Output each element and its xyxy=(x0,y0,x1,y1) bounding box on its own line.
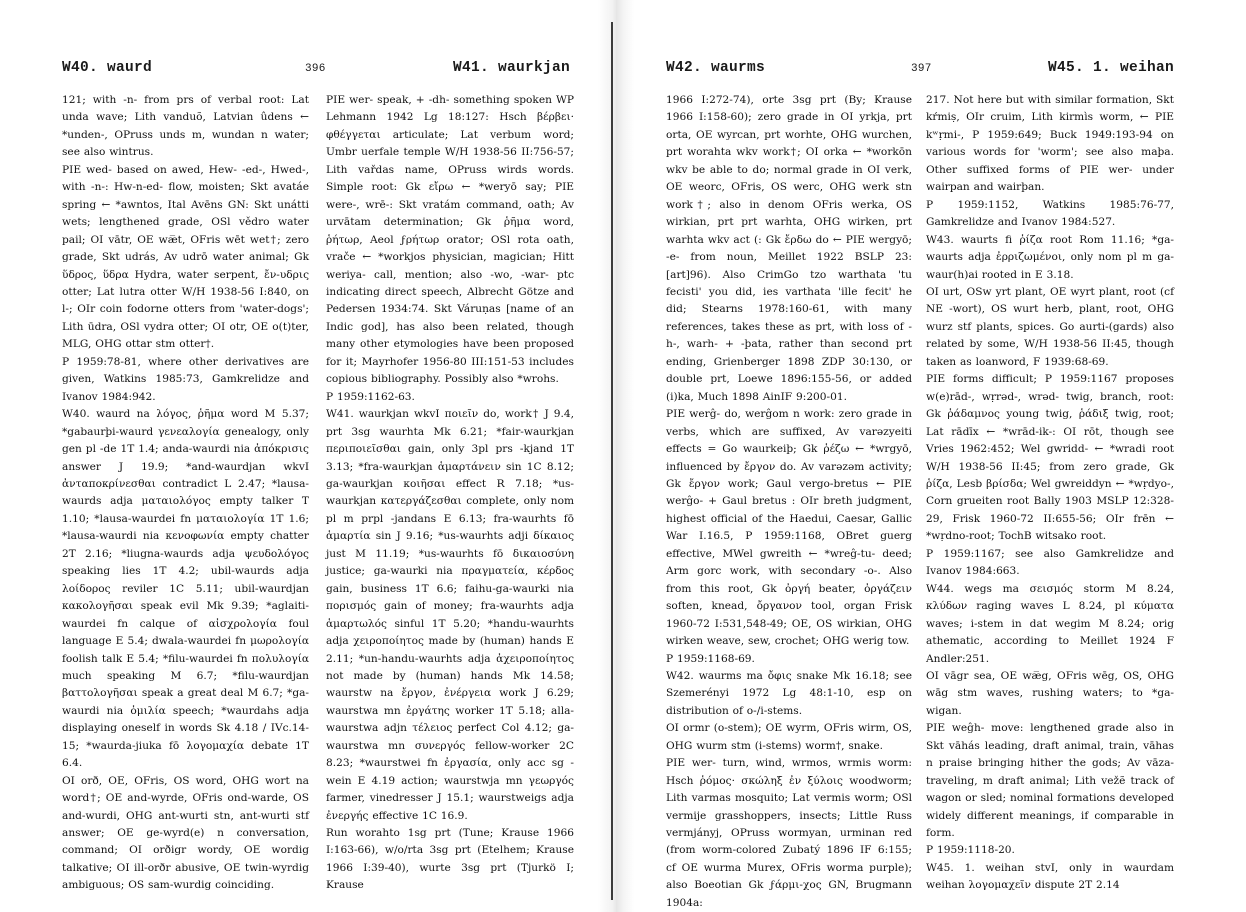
running-head-right: W41. waurkjan xyxy=(452,60,570,76)
text-column-2: PIE wer- speak, + -dh- something spoken WP Lehmann 1942 Lg 18:127: Hsch βέρβει· φθέγγεται articulate; Lat verbum word; Umbr uerfale temple W/H 1938-56 II:756-57; Lith vařdas name, OPruss wirds words. Simple root: Gk εἴρω ← *weryō say; PIE were-, wrē-: Skt vratám command, oath; Av urvātam determination; Gk ῥῆμα word, ῥήτωρ, Aeol ϝρήτωρ orator; OSl rota oath, vrače ← *workjos physician, magician; Hitt weriya- call, mention; also -wo, -war- ptc indicating direct speech, Albrecht Götze and Pedersen 1934:74. Skt Váruṇas [name of an Indic god], has also been related, though many other etymologies have been proposed for it; Mayrhofer 1956-80 III:151-53 includes copious bibliography. Possibly also *wrohs. P 1959:1162-63. W41. waurkjan wkvI ποιεῖν do, work† J 9.4, prt 3sg waurhta Mk 6.21; *fair-waurkjan περιποιεῖσθαι gain, only 3pl prs -kjand 1T 3.13; *fra-waurkjan ἁμαρτάνειν sin 1C 8.12; ga-waurkjan κοιῆσαι effect R 7.18; *us-waurkjan κατεργάζεσθαι complete, only nom pl m prpl -jandans E 6.13; fra-waurhts fō ἁμαρτία sin J 9.16; *us-waurhts adji δίκαιος just M 11.19; *us-waurhts fō δικαιοσύνη justice; ga-waurki nia πραγματεία, κέρδος gain, business 1T 6.6; faihu-ga-waurki nia πορισμός gain of money; fra-waurhts adja ἁμαρτωλός sinful 1T 5.20; *handu-waurhts adja χειροποίητος made by (human) hands E 2.11; *un-handu-waurhts adja ἀχειροποίητος not made by (human) hands Mk 14.58; waurstw na ἔργον, ἐνέργεια work J 6.29; waurstwa mn ἐργάτης worker 1T 5.18; alla-waurstwa adjn τέλειος perfect Col 4.12; ga-waurstwa mn συνεργός fellow-worker 2C 8.23; *waurstwei fn ἐργασία, only acc sg -wein E 4.19 action; waurstwja mn γεωργός farmer, vinedresser J 15.1; waurstweigs adja ἐνεργής effective 1C 16.9. Run worahto 1sg prt (Tune; Krause 1966 I:163-66), w/o/rta 3sg prt (Etelhem; Krause 1966 I:39-40), wurte 3sg prt (Tjurkö I; Krause xyxy=(326,94,574,892)
running-head-right: W45. 1. weihan xyxy=(1047,60,1174,76)
text-column-2: 217. Not here but with similar formation, Skt kŕmiṣ, OIr cruim, Lith kirmìs worm, ← PIE kʷṛmi-, P 1959:649; Buck 1949:193-94 on various words for 'worm'; see also maþa. Other suffixed forms of PIE wer- under wairpan and wairþan. P 1959:1152, Watkins 1985:76-77, Gamkrelidze and Ivanov 1984:527. W43. waurts fi ῥίζα root Rom 11.16; *ga-waurts adja ἐρριζωμένοι, only nom pl m ga-waur(h)ai rooted in E 3.18. OI urt, OSw yrt plant, OE wyrt plant, root (cf NE -wort), OS wurt herb, plant, root, OHG wurz stf plants, spices. Go aurti-(gards) also related by some, W/H 1938-56 II:45, though taken as loanword, F 1939:68-69. PIE forms difficult; P 1959:1167 proposes w(e)rād-, wṛrəd-, wrəd- twig, branch, root: Gk ῥάδαμνος young twig, ῥάδιξ twig, root; Lat rādīx ← *wrād-ik-: OI rōt, though see Vries 1962:452; Wel gwridd- ← *wradi root W/H 1938-56 II:45; from zero grade, Gk ῥίζα, Lesb βρίσδα; Wel gwreiddyn ← *wṛdyo-, Corn grueiten root Bally 1903 MSLP 12:328-29, Frisk 1960-72 II:655-56; OIr frēn ← *wṛdno-root; TochB witsako root. P 1959:1167; see also Gamkrelidze and Ivanov 1984:663. W44. wegs ma σεισμός storm M 8.24, κλύδων raging waves L 8.24, pl κύματα waves; i-stem in dat wegim M 8.24; orig athematic, according to Meillet 1924 F Andler:251. OI vāgr sea, OE wæ̅g, OFris wēg, OS, OHG wāg stm waves, rushing waters; to *ga-wigan. PIE weĝh- move: lengthened grade also in Skt vāhás leading, draft animal, train, vāhas n praise bringing hither the gods; Av vāza-traveling, m draft animal; Lith vežẽ track of wagon or sled; nominal formations developed widely different meanings, if comparable in form. P 1959:1118-20. W45. 1. weihan stvI, only in waurdam weihan λογομαχεῖν dispute 2T 2.14 xyxy=(926,94,1174,892)
book-gutter xyxy=(598,0,634,912)
book-spine-line xyxy=(611,22,613,900)
running-head-left: W42. waurms xyxy=(666,60,766,76)
right-book-page xyxy=(634,0,1246,912)
page-number: 397 xyxy=(911,63,932,75)
text-column-1: 1966 I:272-74), orte 3sg prt (By; Krause 1966 I:158-60); zero grade in OI yrkja, prt orta, OE wyrcan, prt worhte, OHG wurchen, prt worahta wkv work†; OI orka ← *workōn wkv be able to do; normal grade in OI verk, OE weorc, OFris, OS werc, OHG werk stn work†; also in denom OFris werka, OS wirkian, prt prt warhta, OHG wirken, prt warhta wkv act (: Gk ἔρδω do ← PIE wergyō; -e- from noun, Meillet 1922 BSLP 23:[art]96). Also CrimGo tzo warthata 'tu fecisti' you did, ies varthata 'ille fecit' he did; Stearns 1978:160-61, with many references, takes these as prt, with loss of -h-, warh- + -þata, rather than second prt ending, Grienberger 1898 ZDP 30:130, or double prt, Loewe 1896:155-56, or added (i)ka, Much 1898 AinIF 9:200-01. PIE werĝ- do, werĝom n work: zero grade in verbs, which are suffixed, Av varəzyeiti effects = Go waurkeiþ; Gk ῥέζω ← *wrgyō, influenced by ἔργον do. Av varəzəm activity; Gk ἔργον work; Gaul vergo-bretus ← PIE werĝo- + Gaul bretus : OIr breth judgment, highest official of the Haedui, Caesar, Gallic War I.16.5, P 1959:1168, OBret guerg effective, MWel gwreith ← *wreĝ-tu- deed; Arm gorc work, with secondary -o-. Also from this root, Gk ὀργή beater, ὀργάζειν soften, knead, ὄργανον tool, organ Frisk 1960-72 I:531,548-49; OE, OS wirkian, OHG wirken weave, sew, crochet; OHG werig tow. P 1959:1168-69. W42. waurms ma ὄφις snake Mk 16.18; see Szemerényi 1972 Lg 48:1-10, esp on distribution of o-/i-stems. OI ormr (o-stem); OE wyrm, OFris wirm, OS, OHG wurm stm (i-stems) worm†, snake. PIE wer- turn, wind, wrmos, wrmis worm: Hsch ῥόμος· σκώληξ ἐν ξύλοις woodworm; Lith varmas mosquito; Lat vermis worm; OSl vermije grasshoppers, insects; Little Russ vermjányj, OPruss wormyan, urminan red (from worm-colored Zubatý 1896 IF 6:155; cf OE wurma Murex, OFris worma purple); also Boeotian Gk ϝάρμι-χος GN, Brugmann 1904a: xyxy=(666,94,912,909)
running-head-left: W40. waurd xyxy=(62,60,153,76)
left-book-page xyxy=(0,0,598,912)
page-number: 396 xyxy=(305,63,326,75)
text-column-1: 121; with -n- from prs of verbal root: Lat unda wave; Lith vanduõ, Latvian ûdens ← *unden-, OPruss unds m, wundan n water; see also wintrus. PIE wed- based on awed, Hew- -ed-, Hwed-, with -n-: Hw-n-ed- flow, moisten; Skt avatáe spring ← *awntos, Ital Avēns GN: Skt unátti wets; lengthened grade, OSl vědro water pail; OI vātr, OE wæ̅t, OFris wēt wet†; zero grade, Skt udrás, Av udrō water animal; Gk ὕδρος, ὕδρα Hydra, water serpent, ἔν-υδρις otter; Lat lutra otter W/H 1938-56 I:840, on l-; OIr coin fodorne otters from 'water-dogs'; Lith ūdra, OSl vydra otter; OI otr, OE o(t)ter, MLG, OHG ottar stm otter†. P 1959:78-81, where other derivatives are given, Watkins 1985:73, Gamkrelidze and Ivanov 1984:942. W40. waurd na λόγος, ῥῆμα word M 5.37; *gabaurþi-waurd γενεαλογία genealogy, only gen pl -de 1T 1.4; anda-waurdi nia ἀπόκρισις answer J 19.9; *and-waurdjan wkvI ἀνταποκρίνεσθαι contradict L 2.47; *lausa-waurds adja ματαιολόγος empty talker T 1.10; *lausa-waurdei fn ματαιολογία 1T 1.6; *lausa-waurdi nia κενοφωνία empty chatter 2T 2.16; *liugna-waurds adja ψευδολόγος speaking lies 1T 4.2; ubil-waurds adja λοίδορος reviler 1C 5.11; ubil-waurdjan κακολογῆσαι speak evil Mk 9.39; *aglaiti-waurdei fn calque of αἰσχρολογία foul language E 5.4; dwala-waurdei fn μωρολογία foolish talk E 5.4; *filu-waurdei fn πολυλογία much speaking M 6.7; *filu-waurdjan βαττολογῆσαι speak a great deal M 6.7; *ga-waurdi nia ὁμιλία speech; *waurdahs adja displaying oneself in words Sk 4.18 / IVc.14-15; *waurda-jiuka fō λογομαχία debate 1T 6.4. OI orð, OE, OFris, OS word, OHG wort na word†; OE and-wyrde, OFris ond-warde, OS and-wurdi, OHG ant-wurti stn, ant-wurti stf answer; OE ge-wyrd(e) n conversation, command; OI orðigr wordy, OE wordig talkative; OI ill-orðr abusive, OE twin-wyrdig ambiguous; OS sam-wurdig coinciding. xyxy=(62,94,309,892)
